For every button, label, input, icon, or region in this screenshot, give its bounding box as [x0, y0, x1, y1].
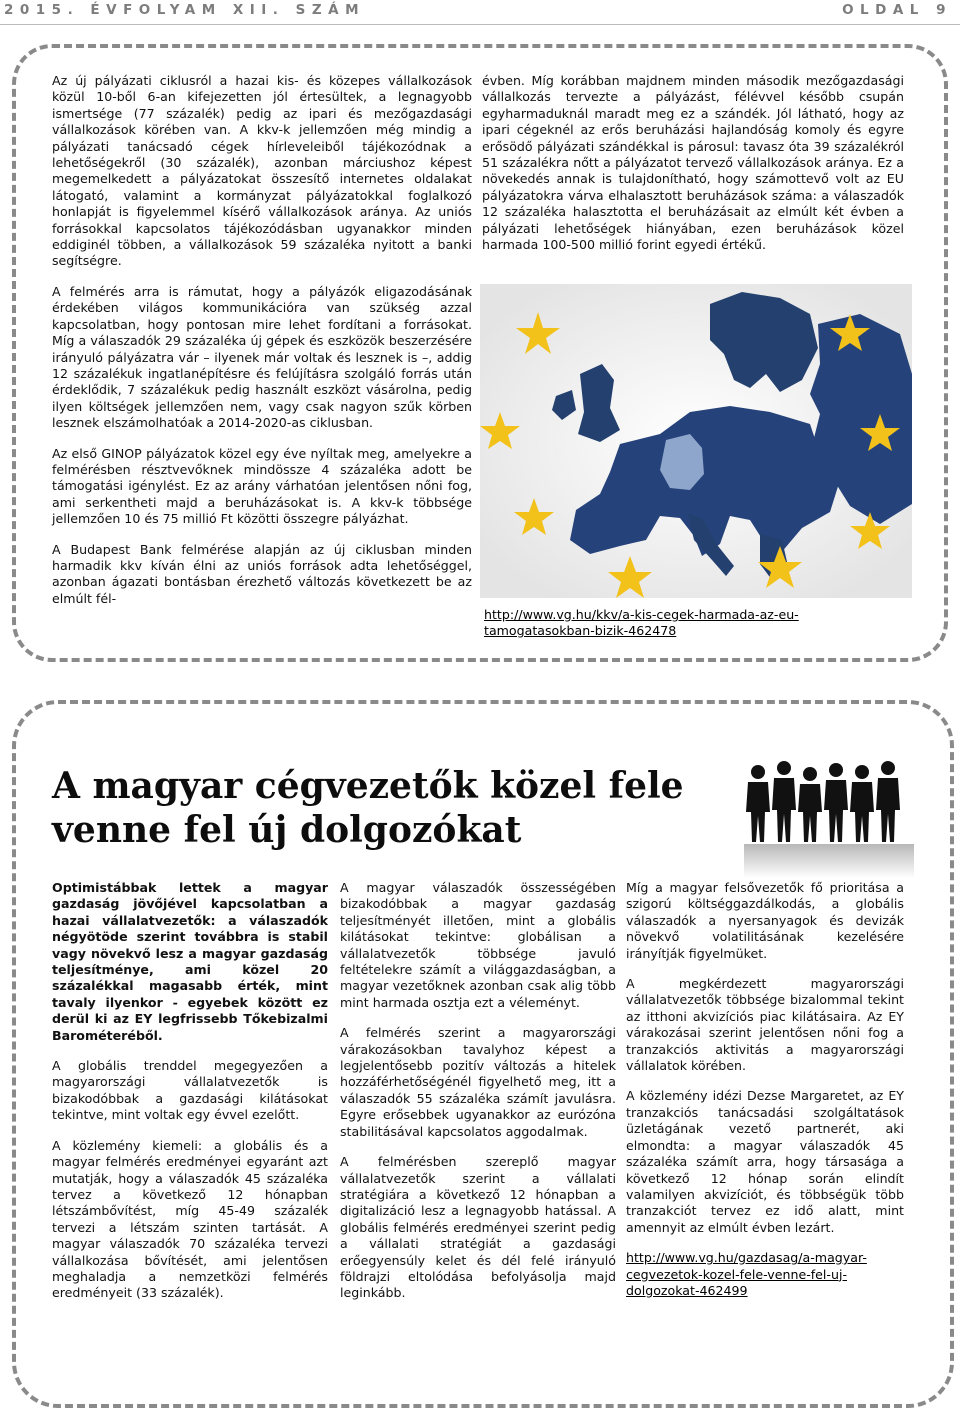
header-page-number: OLDAL 9: [842, 2, 952, 18]
article2-paragraph: A megkérdezett magyarországi vállalatvezetők többsége bizalommal tekint az itthoni akvizíciós piac kilátásaira. Az EY várakozásai szerint jelentősen nőni fog a tranzakciós aktivitás a magyarországi vállalatok körében.: [626, 976, 904, 1074]
article2-paragraph: A globális trenddel megegyezően a magyarországi vállalatvezetők is bizakodóbbak a gazdasági kilátásokat tekintve, mint voltak egy évvel ezelőtt.: [52, 1058, 328, 1123]
article2-paragraph: A felmérésben szereplő magyar vállalatvezetők szerint a vállalati stratégiára a következő 12 hónapban a digitalizáció lesz a legnagyobb hatással. A globális felmérés eredményei szerint pedig a vállalati stratégiát a gazdasági erőegyensúly kelet és dél felé irányuló földrajzi eltolódása befolyásolja majd leginkább.: [340, 1154, 616, 1301]
article1-paragraph: évben. Míg korábban majdnem minden második mezőgazdasági vállalkozás tervezte a pályázást, félévvel később csupán egyharmaduknál maradt meg ez a szándék. Jól látható, hogy az ipari cégeknél az erős beruházási hajlandóság komoly és egyre erősödő pályázati szándékkal is párosul: tavasz óta 39 százalékról 51 százalékra nőtt a pályázatot tervező vállalkozások aránya. Ez a növekedés annak is tulajdonítható, hogy számottevő volt az EU pályázatokra várva elhalasztott beruházások száma: a válaszadók 12 százaléka halasztotta el beruházásait az elmúlt két évben a pályázati lehetőségek hiányában, ezen beruházások közel harmada 100-500 millió forint egyedi értékű.: [482, 73, 904, 253]
europe-map-icon: [480, 284, 912, 598]
article1-paragraph: Az első GINOP pályázatok közel egy éve nyíltak meg, amelyekre a felmérésben résztvevőknek mindössze 4 százaléka adott be támogatási igénylést. Ez az arány várhatóan jelentősen nőni fog, ami serkentheti majd a beruházásokat is. A kkv-k többsége jellemzően 10 és 75 millió Ft közötti összegre pályázhat.: [52, 445, 472, 527]
article2-paragraph: A közlemény idézi Dezse Margaretet, az EY tranzakciós tanácsadási szolgáltatások üzletágának vezető partnerét, aki elmondta: a magyar válaszadók 45 százaléka számít arra, hogy társasága a következő 12 hónap során elindít valamilyen akvizíciót, és többségük több tranzakciót tervez ez idő alatt, mint amennyit az elmúlt évben lezárt.: [626, 1088, 904, 1235]
article2-column-3: [626, 880, 904, 1313]
article1-paragraph: A felmérés arra is rámutat, hogy a pályázók eligazodásának érdekében világos kommunikációra van szükség azzal kapcsolatban, hogy pontosan mire lehet fordítani a forrásokat. Míg a válaszadók 29 százaléka új gépek és eszközök beszerzésére irányuló pályázatra vár – ilyenek már voltak és lesznek is –, addig 12 százalékuk ingatlanépítésre és felújításra szolgáló forrás után érdeklődik, 7 százalékuk pedig használt eszközt vásárolna, pedig ilyen költségek jellemzően nem, vagy csak nagyon szűk körben lesznek elszámolhatóak a 2014-2020-as ciklusban.: [52, 283, 472, 431]
article2-paragraph: Míg a magyar felsővezetők fő prioritása a szigorú költséggazdálkodás, a globális válaszadók a nyersanyagok és devizák növekvő volatilitásának kezelésére irányítják figyelmüket.: [626, 880, 904, 961]
article2-source-link[interactable]: [626, 1250, 904, 1299]
article1-source-link[interactable]: [484, 607, 904, 640]
header-issue: 2015. ÉVFOLYAM XII. SZÁM: [4, 2, 366, 18]
article2-lead: Optimistábbak lettek a magyar gazdaság jövőjével kapcsolatban a hazai vállalatvezetők: a válaszadók négyötöde szerint továbbra is stabil vagy növekvő lesz a magyar gazdaság teljesítménye, ami közel 20 százalékkal magasabb érték, mint tavaly ilyenkor - egyebek között ez derül ki az EY legfrissebb Tőkebizalmi Barométeréből.: [52, 880, 328, 1043]
article2-link[interactable]: http://www.vg.hu/gazdasag/a-magyar-cegvezetok-kozel-fele-venne-fel-uj-dolgozokat-462499: [626, 1250, 867, 1298]
article2-title: A magyar cégvezetők közel fele venne fel új dolgozókat: [52, 765, 684, 851]
article1-column-2: [482, 73, 904, 267]
article1-paragraph: Az új pályázati ciklusról a hazai kis- és közepes vállalkozások közül 10-ből 6-an kifejezetten jól értesültek, a legnagyobb ismertsége (77 százalék) pedig az ipari és mezőgazdasági vállalkozások körében van. A kkv-k jellemzően még mindig a pályázati tanácsadó cégek hírleveleiből tájékozódnak a lehetőségekről (30 százalék), azonban márciushoz képest megemelkedett a pályázatokat összesítő internetes oldalakat látogató, valamint a kormányzat pályázatokkal foglalkozó honlapját is figyelemmel kísérő vállalkozások aránya. Az uniós forrásokkal kapcsolatos tájékozódásban ugyanakkor minden eddiginél többen, a vállalkozások 59 százaléka nyitott a banki segítségre.: [52, 73, 472, 269]
article2-paragraph: A közlemény kiemeli: a globális és a magyar felmérés eredményei egyaránt azt mutatják, hogy a válaszadók 45 százaléka tervez a következő 12 hónapban létszámbővítést, míg 45-49 százalék tervezi a létszám szinten tartását. A magyar válaszadók 70 százaléka tervezi vállalkozása bővítését, ami jelentősen meghaladja a nemzetközi felmérés eredményeit (33 százalék).: [52, 1137, 328, 1301]
article1-paragraph: A Budapest Bank felmérése alapján az új ciklusban minden harmadik kkv kíván élni az uniós források adta lehetőséggel, azonban ágazati bontásban érezhető változás következett be az elmúlt fél-: [52, 541, 472, 606]
article2-paragraph: A felmérés szerint a magyarországi várakozásokban tavalyhoz képest a legjelentősebb pozitív változás a hitelek hozzáférhetőségénél figyelhető meg, itt a válaszadók 55 százaléka számít javulásra. Egyre erősebbek ugyanakkor az eurózóna stabilitásával kapcsolatos aggodalmak.: [340, 1025, 616, 1139]
article1-link[interactable]: http://www.vg.hu/kkv/a-kis-cegek-harmada-az-eu-tamogatasokban-bizik-462478: [484, 607, 799, 639]
article2-paragraph: A magyar válaszadók összességében bizakodóbbak a magyar gazdaság teljesítményét illetően, mint a globális kilátásokat tekintve: globálisan a vállalatvezetők többsége javuló feltételekre számít a világgazdaságban, a magyar vezetőknek azonban csak alig több mint harmada osztja ezt a véleményt.: [340, 880, 616, 1010]
header-divider: [0, 24, 960, 25]
article1-column-1: [52, 73, 472, 621]
business-people-icon: [740, 760, 920, 880]
article2-column-1: [52, 880, 328, 1316]
article2-column-2: [340, 880, 616, 1316]
